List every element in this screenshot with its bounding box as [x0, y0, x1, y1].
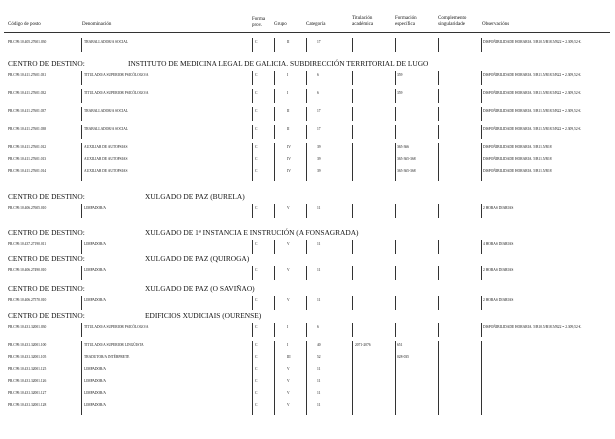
column-divider — [352, 125, 353, 139]
cell-categoria: 6 — [317, 91, 319, 95]
column-divider — [252, 323, 253, 337]
cell-grupo: V — [287, 242, 290, 246]
cell-denominacion: LIMPADOR/A — [84, 403, 107, 407]
column-divider — [481, 89, 482, 103]
cell-grupo: IV — [287, 145, 291, 149]
centro-destino-name: XULGADO DE PAZ (BURELA) — [145, 192, 245, 201]
column-divider — [395, 125, 396, 139]
cell-grupo: II — [287, 109, 290, 113]
cell-forma: C — [255, 127, 258, 131]
cell-code: PR.C99.10.431.32001.125 — [8, 367, 47, 371]
centro-destino-label: CENTRO DE DESTINO: — [8, 284, 85, 293]
table-row — [0, 38, 615, 52]
centro-destino-name: XULGADO DE PAZ (QUIROGA) — [145, 254, 250, 263]
cell-forma: C — [255, 325, 258, 329]
column-divider — [395, 167, 396, 181]
column-divider — [438, 323, 439, 337]
column-divider — [252, 296, 253, 310]
table-row — [0, 89, 615, 103]
column-divider — [481, 323, 482, 337]
cell-code: PR.C99.10.431.32001.126 — [8, 379, 47, 383]
cell-observaciones: 2 HORAS DIARIAS — [483, 206, 514, 210]
cell-grupo: V — [287, 391, 290, 395]
cell-grupo: I — [287, 73, 289, 77]
cell-code: PR.C99.10.411.27601.038 — [8, 127, 47, 131]
table-row — [0, 204, 615, 218]
cell-code: PR.C99.10.411.27601.013 — [8, 157, 47, 161]
column-divider — [252, 167, 253, 181]
cell-observaciones: DISPOÑIBILIDADE HORARIA. 5/B11.5/B18.5/B22 = 2.309,52 €. — [483, 91, 582, 95]
column-divider — [274, 71, 275, 85]
centro-destino-label: CENTRO DE DESTINO: — [8, 228, 85, 237]
cell-observaciones: DISPOÑIBILIDADE HORARIA. 5/B10.5/B18.5/B22 = 2.309,52 €. — [483, 325, 582, 329]
cell-categoria: 39 — [317, 169, 321, 173]
cell-formacion: 359 — [397, 91, 403, 95]
header-formacion: Formación específica — [395, 16, 417, 27]
cell-observaciones: 2 HORAS DIARIAS — [483, 268, 514, 272]
cell-forma: C — [255, 157, 258, 161]
cell-denominacion: LIMPADOR/A — [84, 242, 107, 246]
table-header — [0, 0, 615, 32]
cell-forma: C — [255, 391, 258, 395]
column-divider — [438, 125, 439, 139]
column-divider — [274, 323, 275, 337]
cell-categoria: 40 — [317, 343, 321, 347]
column-divider — [252, 266, 253, 280]
cell-code: PR.C99.10.406.27605.010 — [8, 206, 47, 210]
cell-forma: C — [255, 91, 258, 95]
cell-code: PR.C99.10.431.32001.100 — [8, 343, 47, 347]
column-divider — [438, 266, 439, 280]
column-divider — [395, 107, 396, 121]
column-divider — [306, 240, 307, 254]
cell-code: PR.C99.10.431.32001.030 — [8, 325, 47, 329]
column-divider — [438, 401, 439, 415]
column-divider — [274, 167, 275, 181]
column-divider — [252, 71, 253, 85]
column-divider — [395, 89, 396, 103]
column-divider — [395, 240, 396, 254]
cell-grupo: V — [287, 367, 290, 371]
column-divider — [438, 240, 439, 254]
cell-observaciones: DISPOÑIBILIDADE HORARIA. 5/B11.5/B18.5/B22 = 2.309,52 €. — [483, 73, 582, 77]
cell-denominacion: AUXILIAR DE AUTOPSIAS — [84, 169, 128, 173]
cell-categoria: 11 — [317, 298, 321, 302]
cell-categoria: 52 — [317, 355, 321, 359]
column-divider — [352, 71, 353, 85]
centro-destino-heading — [8, 228, 608, 238]
column-divider — [481, 107, 482, 121]
column-divider — [81, 125, 82, 139]
header-titulacion: Titulación académica — [352, 16, 374, 27]
cell-formacion: 359 — [397, 73, 403, 77]
centro-destino-name: INSTITUTO DE MEDICINA LEGAL DE GALICIA. SUBDIRECCIÓN TERRITORIAL DE LUGO — [128, 59, 429, 68]
cell-grupo: IV — [287, 157, 291, 161]
centro-destino-label: CENTRO DE DESTINO: — [8, 59, 85, 68]
cell-forma: C — [255, 145, 258, 149]
cell-grupo: V — [287, 268, 290, 272]
table-row — [0, 125, 615, 139]
cell-forma: C — [255, 367, 258, 371]
centro-destino-heading — [8, 311, 608, 321]
column-divider — [395, 38, 396, 52]
cell-categoria: 6 — [317, 73, 319, 77]
cell-categoria: 6 — [317, 325, 319, 329]
table-row — [0, 401, 615, 415]
column-divider — [481, 38, 482, 52]
cell-denominacion: LIMPADOR/A — [84, 379, 107, 383]
column-divider — [306, 266, 307, 280]
table-row — [0, 107, 615, 121]
header-forma: Forma prov. — [252, 17, 266, 28]
cell-code: PR.C99.10.431.32001.127 — [8, 391, 47, 395]
column-divider — [438, 296, 439, 310]
column-divider — [352, 296, 353, 310]
cell-denominacion: TITULADO/A SUPERIOR PSICÓLOGO/A — [84, 325, 149, 329]
column-divider — [352, 107, 353, 121]
cell-forma: C — [255, 403, 258, 407]
cell-grupo: V — [287, 403, 290, 407]
cell-categoria: 11 — [317, 268, 321, 272]
cell-forma: C — [255, 40, 258, 44]
cell-code: PR.C99.10.431.32001.128 — [8, 403, 47, 407]
cell-forma: C — [255, 73, 258, 77]
cell-categoria: 17 — [317, 127, 321, 131]
column-divider — [481, 125, 482, 139]
cell-code: PR.C99.10.431.32001.105 — [8, 355, 47, 359]
cell-code: PR.C99.10.411.27601.014 — [8, 169, 47, 173]
centro-destino-heading — [8, 192, 608, 202]
centro-destino-label: CENTRO DE DESTINO: — [8, 254, 85, 263]
column-divider — [81, 89, 82, 103]
cell-code: PR.C99.10.411.27601.032 — [8, 91, 47, 95]
cell-denominacion: TITULADO/A SUPERIOR PSICÓLOGO/A — [84, 91, 149, 95]
column-divider — [81, 167, 82, 181]
cell-formacion: 365-365-368 — [397, 157, 416, 161]
column-divider — [81, 38, 82, 52]
column-divider — [252, 401, 253, 415]
cell-formacion: 028-035 — [397, 355, 409, 359]
cell-denominacion: LIMPADOR/A — [84, 391, 107, 395]
cell-observaciones: 4 HORAS DIARIAS — [483, 242, 514, 246]
header-categoria: Categoría — [306, 22, 326, 27]
column-divider — [274, 38, 275, 52]
column-divider — [81, 401, 82, 415]
column-divider — [274, 89, 275, 103]
column-divider — [274, 296, 275, 310]
cell-denominacion: TRABALLADOR/A SOCIAL — [84, 127, 129, 131]
header-complemento: Complemento singularidade — [438, 16, 467, 27]
column-divider — [252, 125, 253, 139]
centro-destino-name: XULGADO DE PAZ (O SAVIÑAO) — [145, 284, 255, 293]
cell-formacion: 651 — [397, 343, 403, 347]
cell-forma: C — [255, 298, 258, 302]
cell-categoria: 11 — [317, 379, 321, 383]
column-divider — [352, 167, 353, 181]
cell-denominacion: LIMPADOR/A — [84, 367, 107, 371]
column-divider — [481, 71, 482, 85]
cell-formacion: 365-365-368 — [397, 169, 416, 173]
cell-forma: C — [255, 206, 258, 210]
cell-denominacion: LIMPADOR/A — [84, 206, 107, 210]
cell-code: PR.C99.10.411.27601.012 — [8, 145, 47, 149]
centro-destino-label: CENTRO DE DESTINO: — [8, 192, 85, 201]
column-divider — [81, 204, 82, 218]
header-divider — [4, 32, 610, 33]
cell-code: PR.C99.10.406.27490.010 — [8, 268, 47, 272]
column-divider — [481, 266, 482, 280]
column-divider — [438, 38, 439, 52]
cell-forma: C — [255, 109, 258, 113]
cell-observaciones: DISPOÑIBILIDADE HORARIA. 5/B11.5/B18 — [483, 169, 552, 173]
column-divider — [274, 401, 275, 415]
cell-categoria: 39 — [317, 157, 321, 161]
cell-observaciones: DISPOÑIBILIDADE HORARIA. 5/B11.5/B18 — [483, 145, 552, 149]
table-row — [0, 167, 615, 181]
table-row — [0, 323, 615, 337]
cell-forma: C — [255, 379, 258, 383]
cell-observaciones: DISPOÑIBILIDADE HORARIA. 5/B11.5/B18.5/B22 = 2.309,52 €. — [483, 109, 582, 113]
column-divider — [81, 323, 82, 337]
column-divider — [306, 167, 307, 181]
column-divider — [274, 240, 275, 254]
column-divider — [438, 71, 439, 85]
column-divider — [306, 107, 307, 121]
column-divider — [395, 204, 396, 218]
column-divider — [438, 204, 439, 218]
column-divider — [306, 71, 307, 85]
centro-destino-heading — [8, 284, 608, 294]
table-row — [0, 296, 615, 310]
cell-denominacion: AUXILIAR DE AUTOPSIAS — [84, 145, 128, 149]
cell-categoria: 17 — [317, 40, 321, 44]
column-divider — [81, 107, 82, 121]
cell-grupo: V — [287, 379, 290, 383]
column-divider — [395, 71, 396, 85]
column-divider — [481, 401, 482, 415]
cell-grupo: II — [287, 127, 290, 131]
cell-denominacion: LIMPADOR/A — [84, 298, 107, 302]
centro-destino-label: CENTRO DE DESTINO: — [8, 311, 85, 320]
column-divider — [395, 401, 396, 415]
cell-forma: C — [255, 169, 258, 173]
cell-code: PR.C99.10.406.27570.010 — [8, 298, 47, 302]
column-divider — [395, 323, 396, 337]
column-divider — [81, 296, 82, 310]
cell-observaciones: DISPOÑIBILIDADE HORARIA. 5/B10.5/B18.5/B22 = 2.309,52 €. — [483, 40, 582, 44]
column-divider — [352, 401, 353, 415]
centro-destino-heading — [8, 254, 608, 264]
cell-denominacion: TITULADO/A SUPERIOR PSICÓLOGO/A — [84, 73, 149, 77]
column-divider — [306, 38, 307, 52]
column-divider — [306, 125, 307, 139]
header-codigo: Código de posto — [8, 22, 41, 27]
cell-grupo: III — [287, 355, 291, 359]
cell-grupo: V — [287, 298, 290, 302]
column-divider — [252, 107, 253, 121]
column-divider — [252, 240, 253, 254]
column-divider — [352, 323, 353, 337]
header-observaciones: Observacións — [482, 22, 510, 27]
column-divider — [81, 71, 82, 85]
column-divider — [438, 89, 439, 103]
column-divider — [306, 401, 307, 415]
column-divider — [395, 266, 396, 280]
cell-forma: C — [255, 355, 258, 359]
cell-grupo: I — [287, 91, 289, 95]
cell-titulacion: 2071-2076 — [355, 343, 371, 347]
cell-grupo: V — [287, 206, 290, 210]
cell-categoria: 11 — [317, 403, 321, 407]
cell-observaciones: 2 HORAS DIARIAS — [483, 298, 514, 302]
centro-destino-name: EDIFICIOS XUDICIAIS (OURENSE) — [145, 311, 262, 320]
table-row — [0, 71, 615, 85]
cell-denominacion: TRABALLADOR/A SOCIAL — [84, 109, 129, 113]
column-divider — [481, 296, 482, 310]
column-divider — [306, 323, 307, 337]
column-divider — [438, 107, 439, 121]
cell-categoria: 11 — [317, 391, 321, 395]
cell-denominacion: LIMPADOR/A — [84, 268, 107, 272]
column-divider — [306, 296, 307, 310]
column-divider — [352, 266, 353, 280]
cell-grupo: IV — [287, 169, 291, 173]
column-divider — [481, 204, 482, 218]
column-divider — [481, 240, 482, 254]
column-divider — [81, 266, 82, 280]
column-divider — [252, 204, 253, 218]
cell-denominacion: AUXILIAR DE AUTOPSIAS — [84, 157, 128, 161]
cell-forma: C — [255, 268, 258, 272]
column-divider — [274, 266, 275, 280]
column-divider — [352, 204, 353, 218]
cell-code: PR.C99.10.405.27601.030 — [8, 40, 47, 44]
cell-categoria: 11 — [317, 367, 321, 371]
cell-denominacion: TRABALLADOR/A SOCIAL — [84, 40, 129, 44]
cell-grupo: II — [287, 40, 290, 44]
cell-categoria: 11 — [317, 242, 321, 246]
cell-observaciones: DISPOÑIBILIDADE HORARIA. 5/B11.5/B18.5/B22 = 2.309,52 €. — [483, 127, 582, 131]
cell-denominacion: TRADUTOR/A INTÉRPRETE — [84, 355, 130, 359]
column-divider — [352, 240, 353, 254]
column-divider — [352, 38, 353, 52]
cell-denominacion: TITULADO/A SUPERIOR LINGÜISTA — [84, 343, 144, 347]
column-divider — [274, 125, 275, 139]
cell-categoria: 39 — [317, 145, 321, 149]
column-divider — [81, 240, 82, 254]
column-divider — [252, 38, 253, 52]
centro-destino-name: XULGADO DE 1ª INSTANCIA E INSTRUCIÓN (A FONSAGRADA) — [145, 228, 359, 237]
header-grupo: Grupo — [274, 22, 287, 27]
column-divider — [395, 296, 396, 310]
column-divider — [274, 107, 275, 121]
centro-destino-heading — [8, 59, 608, 69]
column-divider — [274, 204, 275, 218]
column-divider — [306, 89, 307, 103]
cell-categoria: 11 — [317, 206, 321, 210]
cell-code: PR.C99.10.411.27601.037 — [8, 109, 47, 113]
column-divider — [306, 204, 307, 218]
cell-code: PR.C99.10.411.27601.031 — [8, 73, 47, 77]
cell-forma: C — [255, 343, 258, 347]
cell-formacion: 365-366 — [397, 145, 409, 149]
table-row — [0, 266, 615, 280]
header-denominacion: Denominación — [82, 22, 112, 27]
column-divider — [352, 89, 353, 103]
cell-grupo: I — [287, 325, 289, 329]
table-row — [0, 240, 615, 254]
cell-observaciones: DISPOÑIBILIDADE HORARIA. 5/B11.5/B18 — [483, 157, 552, 161]
cell-code: PR.C99.10.437.27190.011 — [8, 242, 47, 246]
column-divider — [438, 167, 439, 181]
cell-categoria: 17 — [317, 109, 321, 113]
cell-grupo: I — [287, 343, 289, 347]
column-divider — [252, 89, 253, 103]
column-divider — [481, 167, 482, 181]
cell-forma: C — [255, 242, 258, 246]
